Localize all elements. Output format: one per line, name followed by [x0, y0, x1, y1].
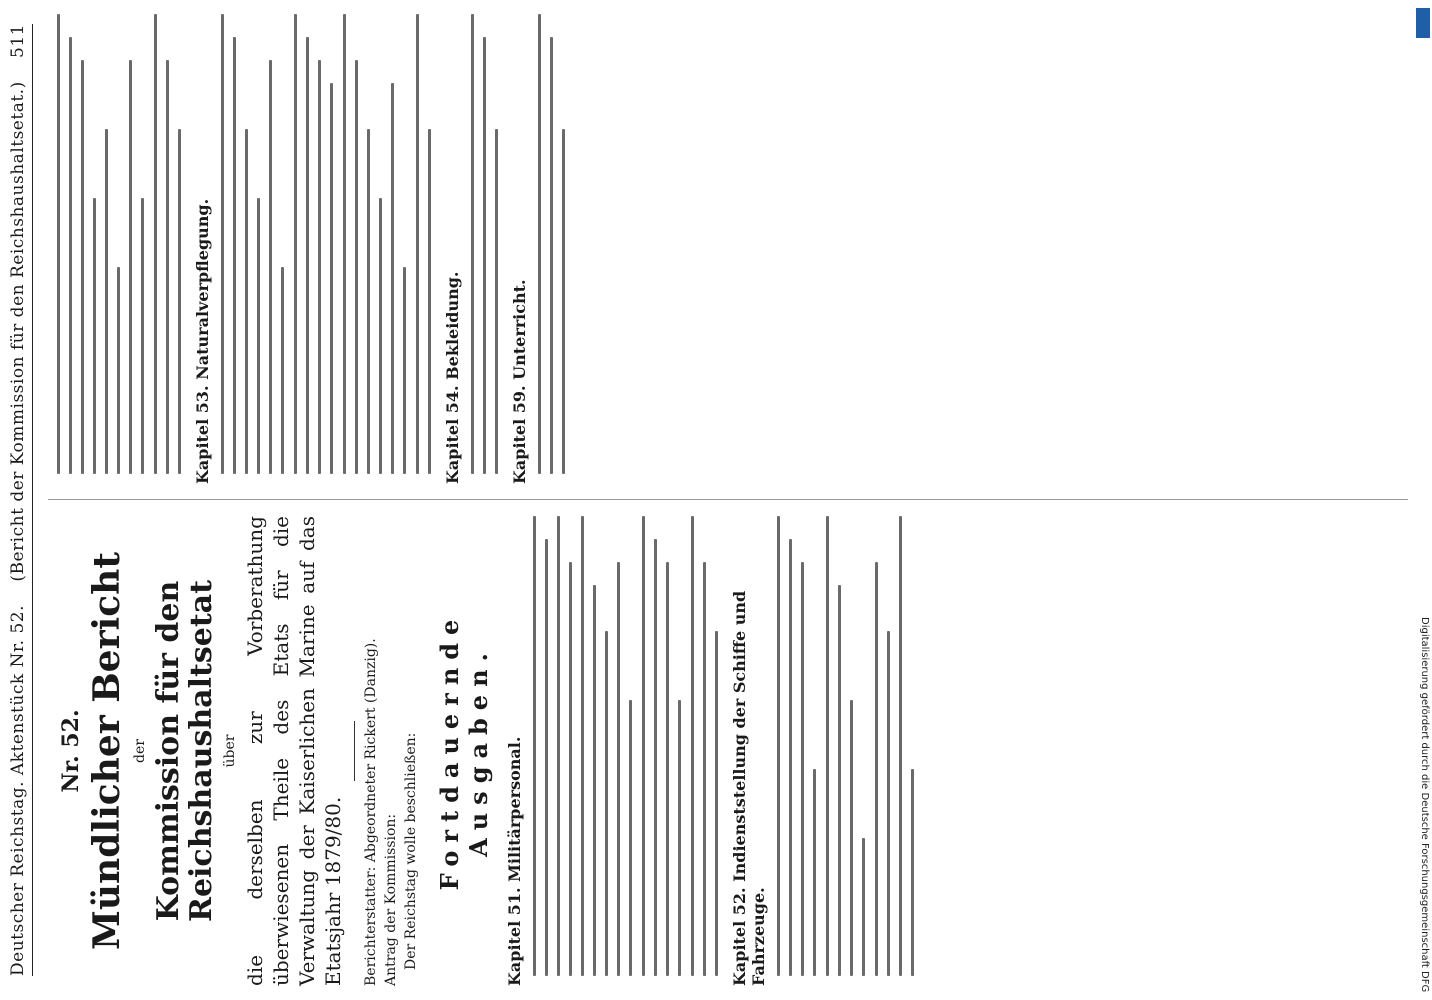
motion-text: Der Reichstag wolle beschließen:	[402, 732, 419, 970]
page-number: 511	[8, 24, 28, 58]
body-paragraph	[343, 14, 406, 474]
left-column	[48, 516, 924, 986]
body-paragraph	[777, 516, 816, 976]
body-paragraph	[294, 14, 333, 474]
chapter-heading: Kapitel 53. Naturalverpflegung.	[193, 198, 212, 484]
running-head-left: Deutscher Reichstag. Aktenstück Nr. 52.	[8, 604, 28, 976]
running-head-right: (Bericht der Kommission für den Reichshaushaltsetat.)	[8, 81, 28, 582]
body-paragraph	[154, 14, 181, 474]
title-line-1: Mündlicher Bericht	[86, 552, 128, 950]
body-paragraph	[538, 14, 565, 474]
body-paragraph	[826, 516, 865, 976]
chapter-heading: Kapitel 52. Indienststellung der Schiffe und Fahrzeuge.	[729, 590, 768, 986]
body-paragraph	[57, 14, 144, 474]
running-head	[8, 24, 33, 976]
document-number: Nr. 52.	[58, 709, 84, 793]
body-paragraph	[221, 14, 284, 474]
body-paragraph	[416, 14, 431, 474]
body-paragraph	[533, 516, 632, 976]
document-page	[8, 8, 1424, 992]
title-ueber: über	[221, 734, 238, 768]
title-der: der	[131, 739, 148, 763]
chapter-heading: Kapitel 51. Militärpersonal.	[504, 736, 524, 986]
dfg-logo	[1416, 8, 1430, 38]
subtitle: die derselben zur Vorberathung überwiesenen Theile des Etats für die Verwaltung der Kaiserlichen Marine auf das Etatsjahr 1879/80.	[242, 516, 345, 986]
body-paragraph	[471, 14, 498, 474]
reporter: Berichterstatter: Abgeordneter Rickert (Danzig).	[362, 638, 379, 986]
rotated-page	[8, 8, 1424, 992]
column-divider	[48, 499, 1408, 500]
motion-heading: Antrag der Kommission:	[382, 813, 399, 986]
body-paragraph	[642, 516, 681, 976]
title-line-2: Kommission für den Reichshaushaltsetat	[150, 580, 219, 922]
dfg-watermark: Digitalisierung gefördert durch die Deutsche Forschungsgemeinschaft DFG	[1419, 616, 1430, 992]
divider-rule	[354, 721, 355, 781]
body-paragraph	[691, 516, 718, 976]
section-heading: Fortdauernde Ausgaben.	[434, 611, 493, 891]
chapter-heading: Kapitel 54. Bekleidung.	[443, 271, 462, 484]
right-column	[48, 14, 575, 484]
chapter-heading: Kapitel 59. Unterricht.	[510, 279, 529, 484]
body-paragraph	[875, 516, 914, 976]
